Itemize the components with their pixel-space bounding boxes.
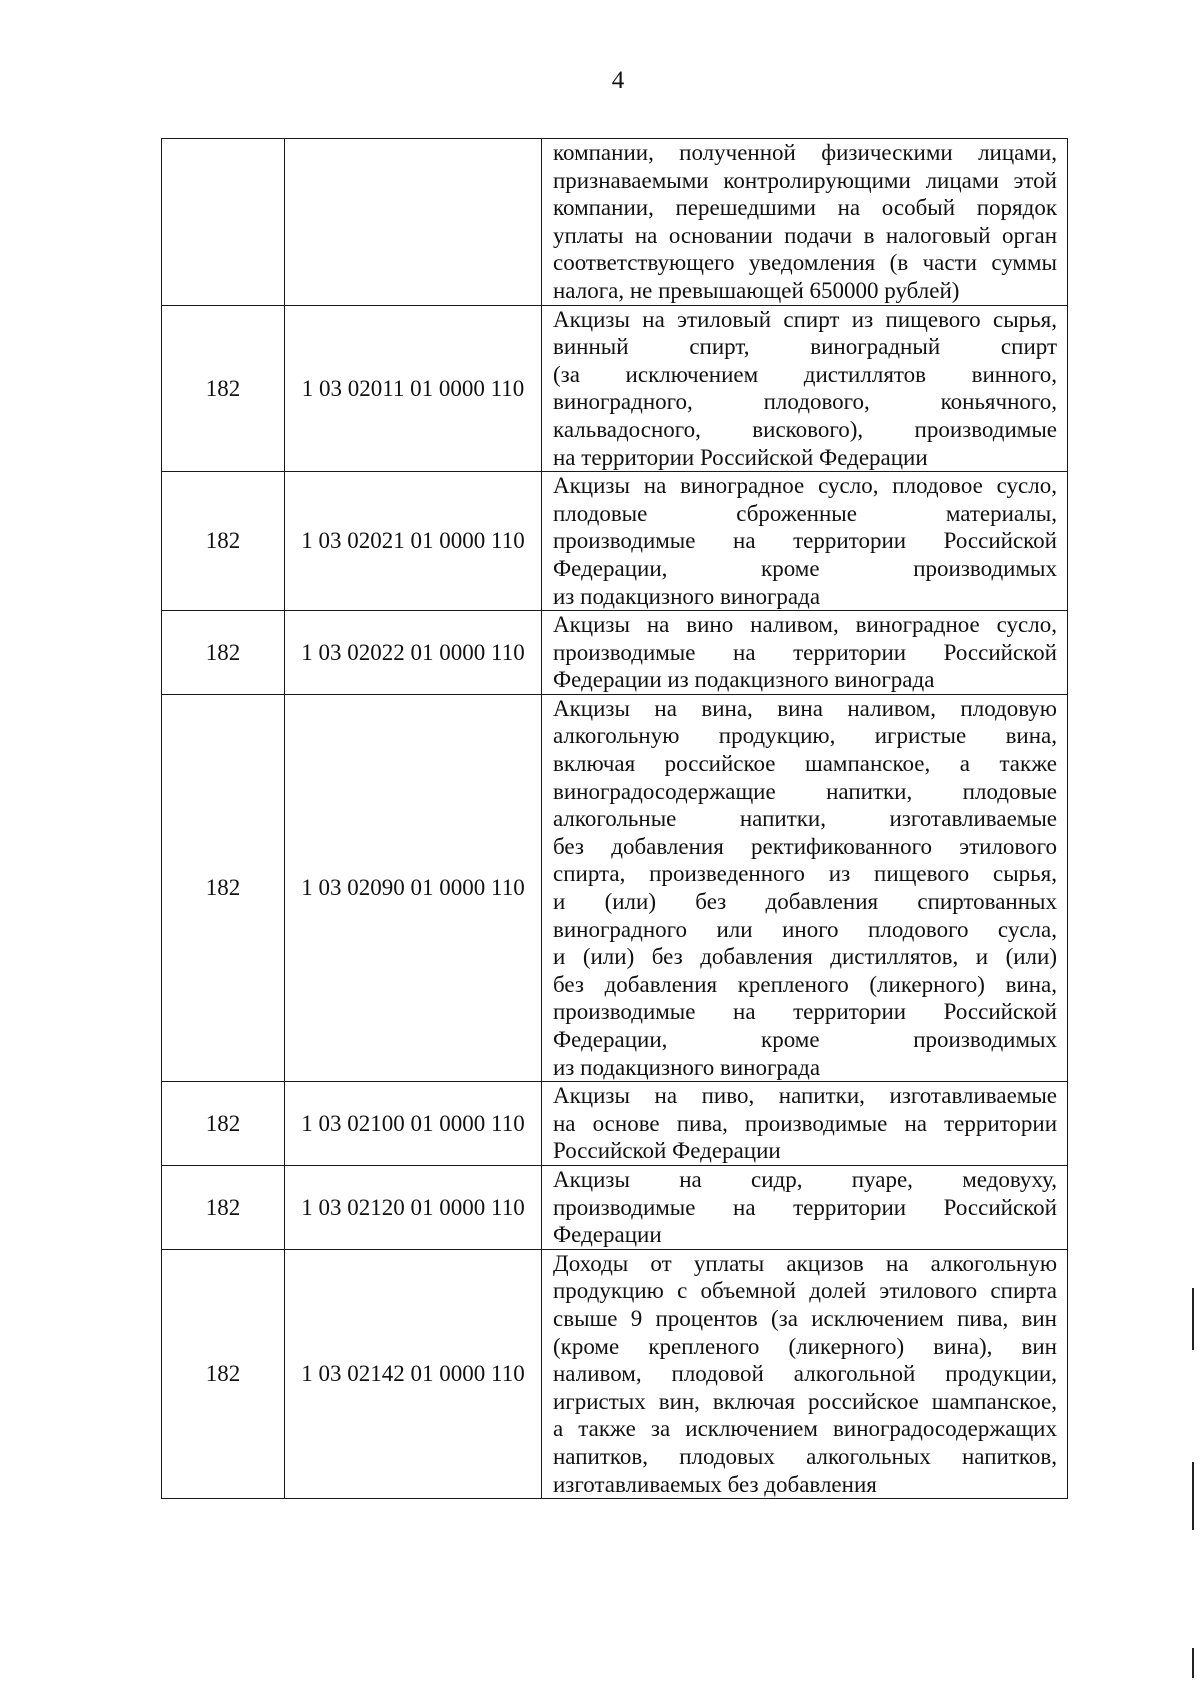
income-name-cell [542, 139, 1068, 306]
income-name-line: производимые на территории Российской [553, 528, 1057, 554]
table-row [162, 139, 1068, 306]
income-name-line: виноградного или иного плодового сусла, [553, 916, 1057, 942]
income-name-line: и (или) без добавления спиртованных [553, 889, 1057, 915]
table-row [162, 694, 1068, 1081]
budget-classification-table [161, 138, 1068, 1499]
income-name-line: производимые на территории Российской [553, 1194, 1057, 1220]
income-name-line: продукцию с объемной долей этилового спирта [553, 1278, 1057, 1304]
table-row [162, 472, 1068, 611]
income-name-line: а также за исключением виноградосодержащих [553, 1416, 1057, 1442]
kbk-code-cell: 1 03 02100 01 0000 110 [285, 1082, 542, 1166]
income-name-cell [542, 472, 1068, 611]
income-name-cell [542, 694, 1068, 1081]
table-row [162, 1165, 1068, 1249]
income-name-line: Акцизы на вина, вина наливом, плодовую [553, 695, 1057, 721]
scan-edge-mark [1192, 1648, 1194, 1678]
income-name-line: спирта, произведенного из пищевого сырья, [553, 861, 1057, 887]
income-name-line: Федерации, кроме производимых [553, 555, 1057, 581]
income-name-line: алкогольные напитки, изготавливаемые [553, 806, 1057, 832]
income-name-cell [542, 1082, 1068, 1166]
kbk-code-cell: 1 03 02142 01 0000 110 [285, 1249, 542, 1498]
admin-code-cell: 182 [162, 305, 285, 472]
income-name-line: компании, перешедшими на особый порядок [553, 195, 1057, 221]
income-name-line: Федерации, кроме производимых [553, 1027, 1057, 1052]
income-name-line: на территории Российской Федерации [553, 444, 928, 470]
income-name-line: свыше 9 процентов (за исключением пива, вин [553, 1305, 1057, 1331]
income-name-line: налога, не превышающей 650000 рублей) [553, 277, 960, 303]
kbk-code-cell: 1 03 02090 01 0000 110 [285, 694, 542, 1081]
income-name-line: напитков, плодовых алкогольных напитков, [553, 1443, 1057, 1469]
income-name-line: производимые на территории Российской [553, 999, 1057, 1025]
income-name-line: алкогольную продукцию, игристые вина, [553, 723, 1057, 749]
scan-edge-mark [1192, 1462, 1194, 1530]
income-name-line: наливом, плодовой алкогольной продукции, [553, 1361, 1057, 1387]
income-name-line: без добавления ректификованного этилового [553, 833, 1057, 859]
page-number: 4 [611, 67, 625, 94]
income-name-line: Доходы от уплаты акцизов на алкогольную [553, 1250, 1057, 1276]
income-name-line: и (или) без добавления дистиллятов, и (или) [553, 944, 1057, 970]
income-name-line: Акцизы на этиловый спирт из пищевого сырья, [553, 306, 1057, 332]
kbk-code-cell: 1 03 02021 01 0000 110 [285, 472, 542, 611]
income-name-line: виноградосодержащие напитки, плодовые [553, 778, 1057, 804]
income-name-line: признаваемыми контролирующими лицами этой [553, 167, 1057, 193]
income-name-cell [542, 1165, 1068, 1249]
admin-code-cell: 182 [162, 1165, 285, 1249]
income-name-line: игристых вин, включая российское шампанское, [553, 1388, 1057, 1414]
income-name-line: Федерации из подакцизного винограда [553, 667, 935, 693]
income-name-line: без добавления крепленого (ликерного) вина, [553, 971, 1057, 997]
income-name-line: изготавливаемых без добавления [553, 1471, 877, 1497]
income-name-line: Акцизы на пиво, напитки, изготавливаемые [553, 1083, 1057, 1109]
kbk-code-cell [285, 139, 542, 306]
income-name-line: (за исключением дистиллятов винного, [553, 361, 1057, 387]
admin-code-cell: 182 [162, 1082, 285, 1166]
table-body [162, 139, 1068, 1499]
table-row [162, 1082, 1068, 1166]
income-name-line: на основе пива, производимые на территории [553, 1110, 1057, 1136]
kbk-code-cell: 1 03 02120 01 0000 110 [285, 1165, 542, 1249]
table-row [162, 1249, 1068, 1498]
income-name-line: из подакцизного винограда [553, 1054, 821, 1080]
income-name-line: Акцизы на сидр, пуаре, медовуху, [553, 1166, 1057, 1192]
admin-code-cell: 182 [162, 611, 285, 695]
income-name-line: виноградного, плодового, коньячного, [553, 389, 1057, 415]
admin-code-cell: 182 [162, 694, 285, 1081]
income-name-line: соответствующего уведомления (в части суммы [553, 250, 1057, 276]
income-name-cell [542, 305, 1068, 472]
income-name-line: плодовые сброженные материалы, [553, 500, 1057, 526]
income-name-line: производимые на территории Российской [553, 639, 1057, 665]
income-name-line: (кроме крепленого (ликерного) вина), вин [553, 1333, 1057, 1359]
income-name-line: уплаты на основании подачи в налоговый орган [553, 222, 1057, 248]
admin-code-cell: 182 [162, 1249, 285, 1498]
income-name-line: Акцизы на виноградное сусло, плодовое сусло, [553, 473, 1057, 499]
table-row [162, 305, 1068, 472]
scan-edge-mark [1192, 1288, 1194, 1350]
income-name-cell [542, 1249, 1068, 1498]
income-name-line: компании, полученной физическими лицами, [553, 140, 1057, 165]
income-name-line: Акцизы на вино наливом, виноградное сусло, [553, 612, 1057, 638]
income-name-line: включая российское шампанское, а также [553, 751, 1057, 777]
income-name-line: винный спирт, виноградный спирт [553, 334, 1057, 360]
admin-code-cell [162, 139, 285, 306]
income-name-line: Федерации [553, 1222, 662, 1248]
admin-code-cell: 182 [162, 472, 285, 611]
income-name-line: из подакцизного винограда [553, 583, 821, 609]
kbk-code-cell: 1 03 02022 01 0000 110 [285, 611, 542, 695]
income-name-cell [542, 611, 1068, 695]
kbk-code-cell: 1 03 02011 01 0000 110 [285, 305, 542, 472]
table-row [162, 611, 1068, 695]
income-name-line: Российской Федерации [553, 1138, 781, 1164]
income-name-line: кальвадосного, вискового), производимые [553, 416, 1057, 442]
